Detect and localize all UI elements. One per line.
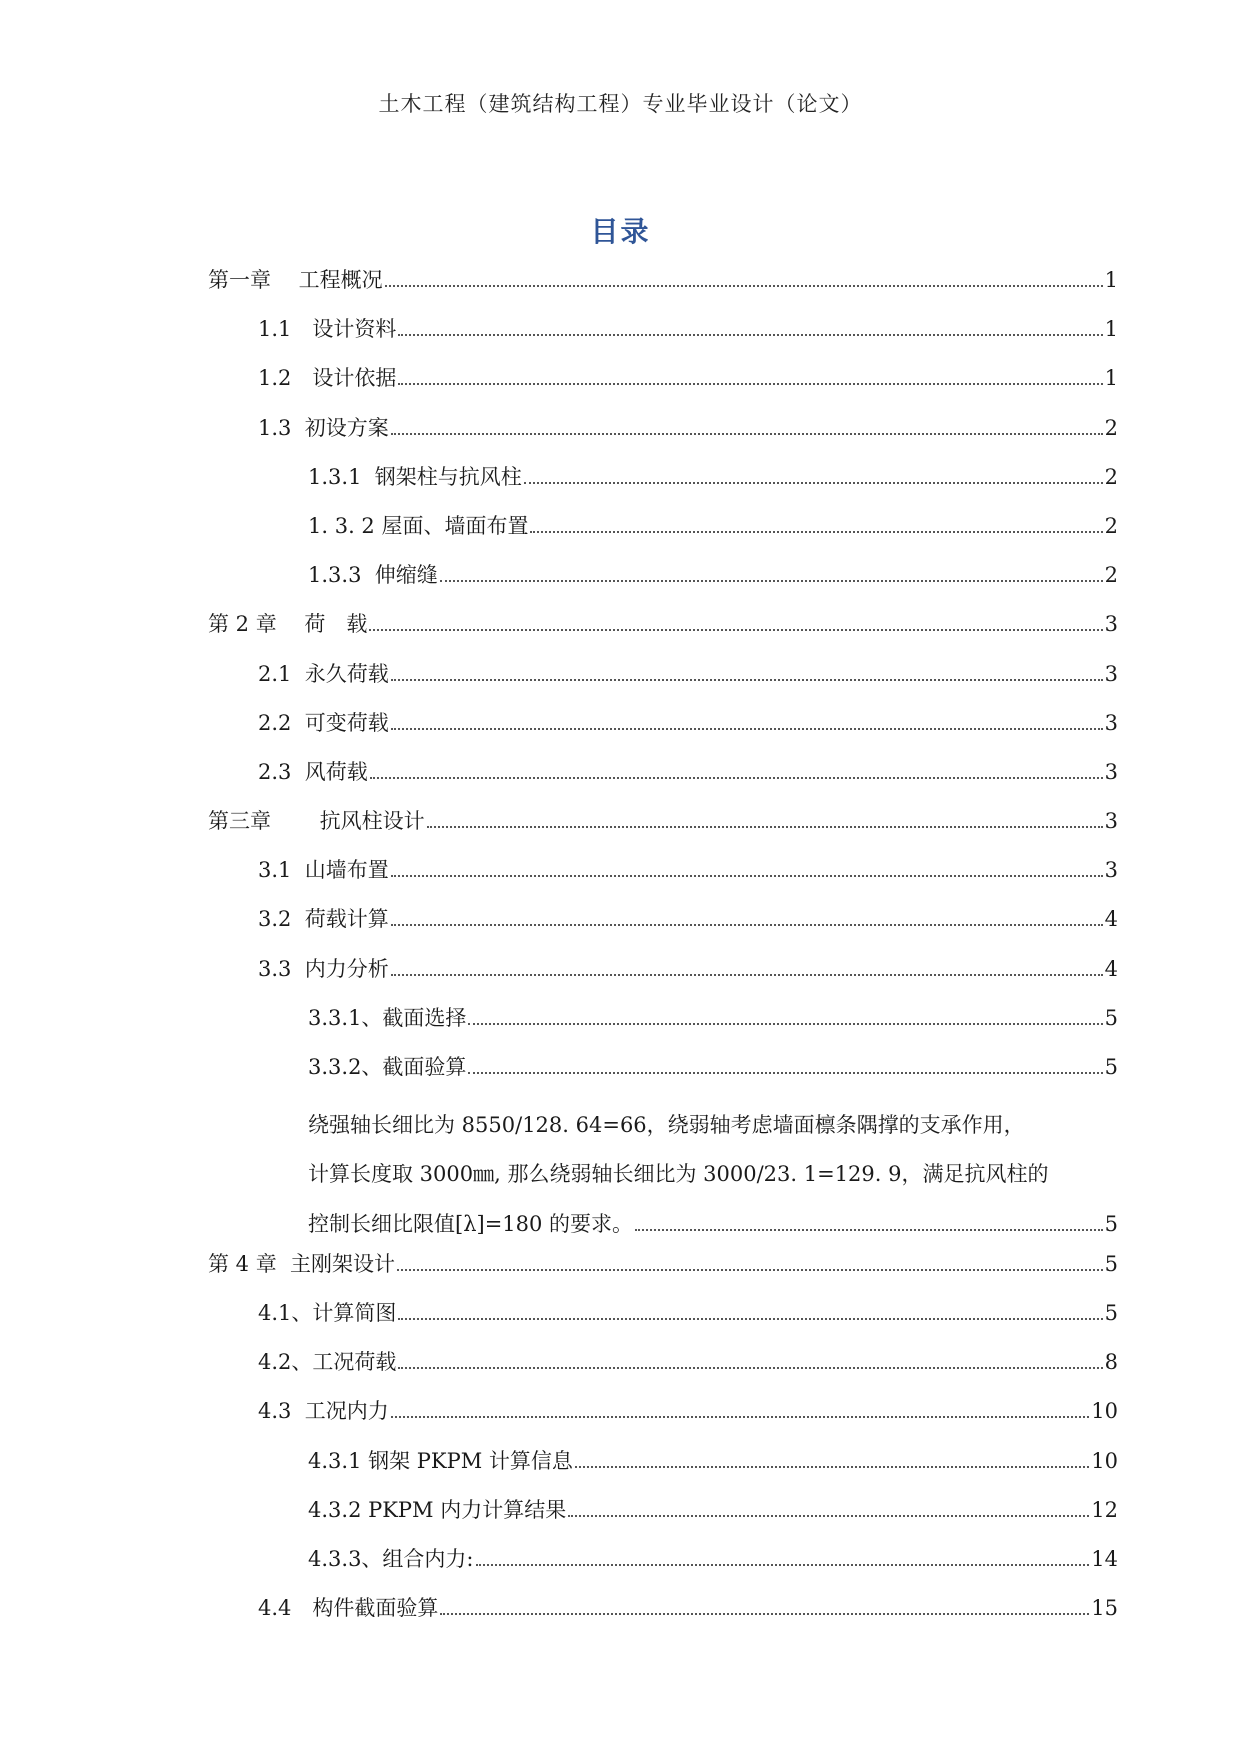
toc-entry[interactable] bbox=[208, 1298, 1118, 1347]
toc-entry[interactable] bbox=[208, 806, 1118, 855]
toc-entry[interactable] bbox=[208, 314, 1118, 363]
toc-entry[interactable] bbox=[208, 363, 1118, 412]
toc-page-number: 3 bbox=[1104, 759, 1118, 784]
toc-page-number: 5 bbox=[1104, 1300, 1118, 1325]
toc-page-number: 5 bbox=[1104, 1005, 1118, 1030]
toc-page-number: 1 bbox=[1104, 366, 1118, 391]
toc-entry[interactable] bbox=[208, 1495, 1118, 1544]
toc-page-number: 5 bbox=[1104, 1251, 1118, 1276]
toc-leader-dots bbox=[398, 334, 1102, 336]
toc-leader-dots bbox=[476, 1564, 1090, 1566]
toc-leader-dots bbox=[391, 433, 1103, 435]
toc-title: 目录 bbox=[590, 215, 651, 248]
toc-leader-dots bbox=[440, 1613, 1089, 1615]
toc-page-number: 1 bbox=[1104, 317, 1118, 342]
toc-entry-label: 2.1 永久荷载 bbox=[258, 661, 389, 686]
toc-entry[interactable] bbox=[208, 1347, 1118, 1396]
toc-leader-dots bbox=[530, 531, 1102, 533]
toc-page-number: 3 bbox=[1104, 858, 1118, 883]
toc-entry[interactable] bbox=[208, 855, 1118, 904]
toc-entry-label: 3.2 荷载计算 bbox=[258, 907, 389, 932]
toc-entry[interactable] bbox=[208, 1249, 1118, 1298]
toc-entry-label: 3.3 内力分析 bbox=[258, 956, 389, 981]
toc-leader-dots bbox=[398, 1318, 1102, 1320]
toc-page-number: 5 bbox=[1104, 1211, 1118, 1236]
toc-entry-label: 第一章 工程概况 bbox=[208, 268, 383, 292]
toc-page-number: 3 bbox=[1104, 661, 1118, 686]
toc-leader-dots bbox=[568, 1515, 1089, 1517]
toc-leader-dots bbox=[391, 875, 1103, 877]
toc-entry-label: 1.2 设计依据 bbox=[258, 366, 397, 391]
toc-leader-dots bbox=[369, 629, 1102, 631]
toc-leader-dots bbox=[524, 482, 1103, 484]
toc-page-number: 10 bbox=[1091, 1399, 1118, 1424]
toc-page-number: 2 bbox=[1104, 415, 1118, 440]
toc-entry[interactable] bbox=[208, 1544, 1118, 1593]
toc-entry-label: 4.3 工况内力 bbox=[258, 1399, 389, 1424]
toc-entry-label: 4.3.2 PKPM 内力计算结果 bbox=[308, 1497, 567, 1522]
toc-paragraph-entry[interactable] bbox=[208, 1101, 1118, 1249]
toc-entry-label: 4.2、工况荷载 bbox=[258, 1350, 397, 1375]
toc-page-number: 12 bbox=[1091, 1497, 1118, 1522]
toc-entry[interactable] bbox=[208, 1446, 1118, 1495]
toc-leader-dots bbox=[398, 383, 1102, 385]
toc-page-number: 1 bbox=[1104, 268, 1118, 292]
toc-leader-dots bbox=[468, 1072, 1102, 1074]
toc-page-number: 2 bbox=[1104, 464, 1118, 489]
toc-entry-label: 3.3.1、截面选择 bbox=[308, 1005, 467, 1030]
toc-entry[interactable] bbox=[208, 265, 1118, 314]
toc-entry[interactable] bbox=[208, 1052, 1118, 1101]
toc-entry-label: 3.3.2、截面验算 bbox=[308, 1055, 467, 1079]
toc-paragraph-line-3: 控制长细比限值[λ]=180 的要求。 bbox=[308, 1211, 634, 1236]
toc-leader-dots bbox=[370, 777, 1103, 779]
toc-entry-label: 1.3.1 钢架柱与抗风柱 bbox=[308, 464, 522, 489]
toc-page-number: 2 bbox=[1104, 563, 1118, 588]
toc-entry-label: 1. 3. 2 屋面、墙面布置 bbox=[308, 513, 529, 538]
toc-leader-dots bbox=[391, 924, 1103, 926]
toc-page-number: 14 bbox=[1091, 1546, 1118, 1571]
toc-entry[interactable] bbox=[208, 659, 1118, 708]
toc-leader-dots bbox=[391, 679, 1103, 681]
toc-entry[interactable] bbox=[208, 757, 1118, 806]
toc-paragraph-line-1: 绕强轴长细比为 8550/128. 64=66，绕弱轴考虑墙面檩条隅撑的支承作用， bbox=[308, 1113, 1025, 1138]
toc-entry[interactable] bbox=[208, 1003, 1118, 1052]
toc-leader-dots bbox=[427, 826, 1103, 828]
toc-page-number: 10 bbox=[1091, 1448, 1118, 1473]
toc-page-number: 4 bbox=[1104, 956, 1118, 981]
toc-leader-dots bbox=[575, 1466, 1089, 1468]
toc-entry[interactable] bbox=[208, 560, 1118, 609]
page-header: 土木工程（建筑结构工程）专业毕业设计（论文） bbox=[378, 92, 863, 116]
toc-leader-dots bbox=[391, 728, 1103, 730]
table-of-contents bbox=[208, 265, 1118, 1642]
toc-entry[interactable] bbox=[208, 413, 1118, 462]
toc-entry[interactable] bbox=[208, 904, 1118, 953]
toc-page-number: 3 bbox=[1104, 612, 1118, 637]
toc-entry[interactable] bbox=[208, 609, 1118, 658]
toc-entry[interactable] bbox=[208, 1593, 1118, 1642]
toc-entry[interactable] bbox=[208, 954, 1118, 1003]
toc-leader-dots bbox=[468, 1023, 1102, 1025]
toc-leader-dots bbox=[635, 1229, 1103, 1231]
toc-entry-label: 4.3.3、组合内力: bbox=[308, 1546, 474, 1571]
toc-page-number: 8 bbox=[1104, 1350, 1118, 1375]
toc-leader-dots bbox=[398, 1367, 1102, 1369]
toc-page-number: 3 bbox=[1104, 809, 1118, 834]
toc-entry[interactable] bbox=[208, 462, 1118, 511]
toc-entry[interactable] bbox=[208, 708, 1118, 757]
toc-page-number: 15 bbox=[1091, 1596, 1118, 1621]
toc-leader-dots bbox=[397, 1269, 1103, 1271]
toc-page-number: 5 bbox=[1104, 1055, 1118, 1079]
toc-entry-label: 4.4 构件截面验算 bbox=[258, 1596, 439, 1621]
toc-entry-label: 2.3 风荷载 bbox=[258, 759, 368, 784]
toc-leader-dots bbox=[440, 580, 1103, 582]
toc-entry-label: 3.1 山墙布置 bbox=[258, 858, 389, 883]
toc-entry-label: 1.3 初设方案 bbox=[258, 415, 389, 440]
toc-page-number: 3 bbox=[1104, 710, 1118, 735]
toc-entry[interactable] bbox=[208, 1396, 1118, 1445]
toc-entry-label: 第 2 章 荷 载 bbox=[208, 612, 368, 637]
toc-entry-label: 第三章 抗风柱设计 bbox=[208, 809, 425, 834]
toc-entry-label: 4.3.1 钢架 PKPM 计算信息 bbox=[308, 1448, 573, 1473]
toc-entry-label: 第 4 章 主刚架设计 bbox=[208, 1251, 396, 1276]
toc-leader-dots bbox=[391, 1416, 1090, 1418]
toc-page-number: 2 bbox=[1104, 513, 1118, 538]
toc-entry-label: 1.1 设计资料 bbox=[258, 317, 397, 342]
toc-entry[interactable] bbox=[208, 511, 1118, 560]
toc-paragraph-line-2: 计算长度取 3000㎜, 那么绕弱轴长细比为 3000/23. 1=129. 9，满足抗风柱的 bbox=[308, 1162, 1049, 1187]
toc-leader-dots bbox=[391, 974, 1103, 976]
toc-entry-label: 2.2 可变荷载 bbox=[258, 710, 389, 735]
toc-entry-label: 4.1、计算简图 bbox=[258, 1300, 397, 1325]
toc-page-number: 4 bbox=[1104, 907, 1118, 932]
toc-leader-dots bbox=[385, 285, 1103, 287]
toc-entry-label: 1.3.3 伸缩缝 bbox=[308, 563, 438, 588]
